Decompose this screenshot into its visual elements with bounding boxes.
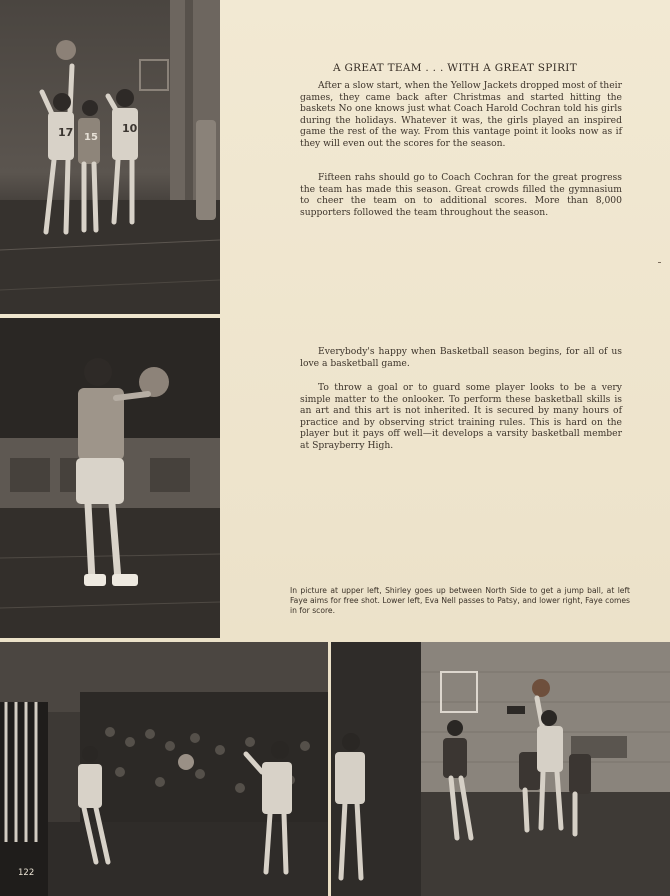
edge-mark	[658, 262, 661, 263]
photo-jump-ball	[0, 0, 220, 314]
photo-caption: In picture at upper left, Shirley goes up between North Side to get a jump ball, at left Faye aims for free shot. Lower left, Eva Nell passes to Patsy, and lower right, Faye comes in for score.	[290, 586, 630, 615]
jersey-number-17: 17	[58, 126, 74, 139]
page-number: 122	[18, 868, 35, 878]
photo-pass	[0, 642, 328, 896]
photo-score	[331, 642, 670, 896]
jersey-number-15: 15	[84, 132, 98, 143]
article-paragraph-4: To throw a goal or to guard some player looks to be a very simple matter to the onlooker. To perform these basketball skills is an art and this art is not inherited. It is secured by many hours of practice and by observing strict training rules. This is hard on the player but it pays off well—it develops a varsity basketball member at Sprayberry High.	[300, 382, 622, 451]
article-paragraph-1: After a slow start, when the Yellow Jackets dropped most of their games, they came back after Christmas and started hitting the baskets No one knows just what Coach Harold Cochran told his girls during the holidays. Whatever it was, the girls played an inspired game the rest of the way. From this vantage point it looks now as if they will even out the scores for the season.	[300, 80, 622, 149]
article-heading: A GREAT TEAM . . . WITH A GREAT SPIRIT	[332, 62, 578, 74]
article-paragraph-3: Everybody's happy when Basketball season begins, for all of us love a basketball game.	[300, 346, 622, 369]
article-paragraph-2: Fifteen rahs should go to Coach Cochran for the great progress the team has made this season. Great crowds filled the gymnasium to cheer the team on to additional scores. More than 8,000 supporters followed the team throughout the season.	[300, 172, 622, 218]
jersey-number-10: 10	[122, 122, 138, 135]
photo-free-shot	[0, 318, 220, 638]
